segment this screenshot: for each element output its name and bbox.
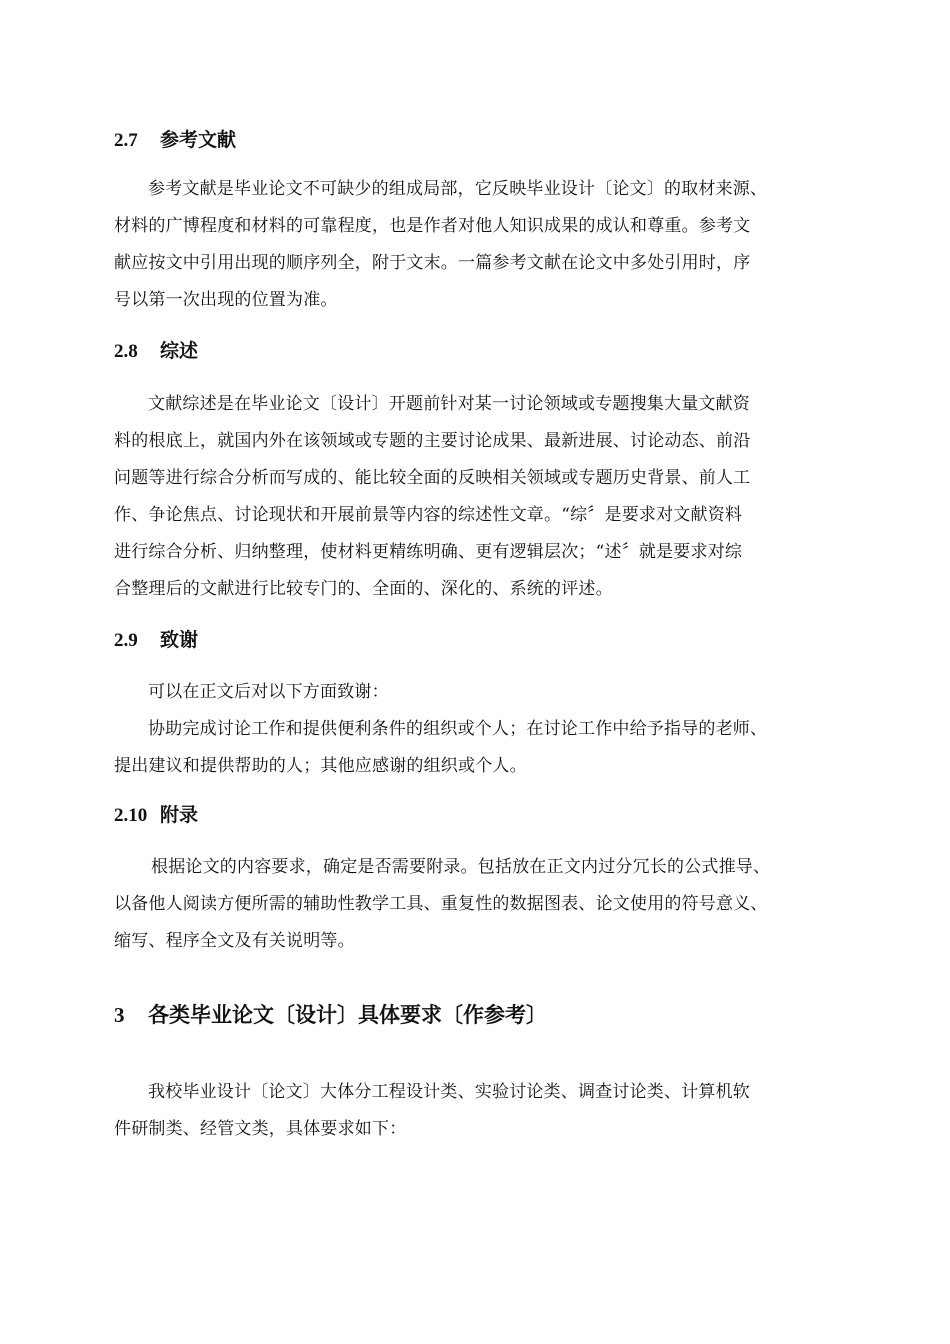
heading-title: 附录 <box>160 804 199 826</box>
paragraph-line: 文献综述是在毕业论文〔设计〕开题前针对某一讨论领域或专题搜集大量文献资 <box>148 394 750 414</box>
paragraph-line: 根据论文的内容要求，确定是否需要附录。包括放在正文内过分冗长的公式推导、 <box>151 857 771 877</box>
paragraph-line: 协助完成讨论工作和提供便利条件的组织或个人；在讨论工作中给予指导的老师、 <box>148 719 768 739</box>
paragraph-line: 号以第一次出现的位置为准。 <box>114 290 338 310</box>
paragraph-line: 材料的广博程度和材料的可靠程度，也是作者对他人知识成果的成认和尊重。参考文 <box>114 216 751 236</box>
paragraph-line: 参考文献是毕业论文不可缺少的组成局部，它反映毕业设计〔论文〕的取材来源、 <box>148 179 768 199</box>
paragraph-line: 我校毕业设计〔论文〕大体分工程设计类、实验讨论类、调查讨论类、计算机软 <box>148 1082 750 1102</box>
heading-title: 参考文献 <box>160 129 237 151</box>
heading-title: 致谢 <box>160 629 199 651</box>
heading-title: 综述 <box>160 340 199 362</box>
paragraph-line: 件研制类、经管文类，具体要求如下： <box>114 1119 407 1139</box>
paragraph-line: 提出建议和提供帮助的人；其他应感谢的组织或个人。 <box>114 756 527 776</box>
paragraph-line: 以备他人阅读方便所需的辅助性教学工具、重复性的数据图表、论文使用的符号意义、 <box>114 894 768 914</box>
heading-3 <box>114 1000 547 1030</box>
heading-2-9 <box>114 627 198 654</box>
heading-number: 2.9 <box>114 630 138 651</box>
heading-2-7 <box>114 127 236 154</box>
paragraph-line: 料的根底上，就国内外在该领域或专题的主要讨论成果、最新进展、讨论动态、前沿 <box>114 431 751 451</box>
heading-number: 2.7 <box>114 130 138 151</box>
heading-number: 3 <box>114 1003 125 1027</box>
paragraph-line: 献应按文中引用出现的顺序列全，附于文末。一篇参考文献在论文中多处引用时，序 <box>114 253 751 273</box>
paragraph-line: 合整理后的文献进行比较专门的、全面的、深化的、系统的评述。 <box>114 579 613 599</box>
heading-2-8 <box>114 338 198 365</box>
paragraph-line: 问题等进行综合分析而写成的、能比较全面的反映相关领域或专题历史背景、前人工 <box>114 468 751 488</box>
heading-number: 2.8 <box>114 341 138 362</box>
paragraph-line: 缩写、程序全文及有关说明等。 <box>114 931 355 951</box>
paragraph-line: 可以在正文后对以下方面致谢： <box>148 682 389 702</box>
paragraph-line: 进行综合分析、归纳整理，使材料更精练明确、更有逻辑层次；“述〞就是要求对综 <box>114 542 743 562</box>
heading-2-10 <box>114 802 198 829</box>
heading-title: 各类毕业论文〔设计〕具体要求〔作参考〕 <box>148 1003 547 1027</box>
paragraph-line: 作、争论焦点、讨论现状和开展前景等内容的综述性文章。“综〞是要求对文献资料 <box>114 505 743 525</box>
heading-number: 2.10 <box>114 805 148 826</box>
